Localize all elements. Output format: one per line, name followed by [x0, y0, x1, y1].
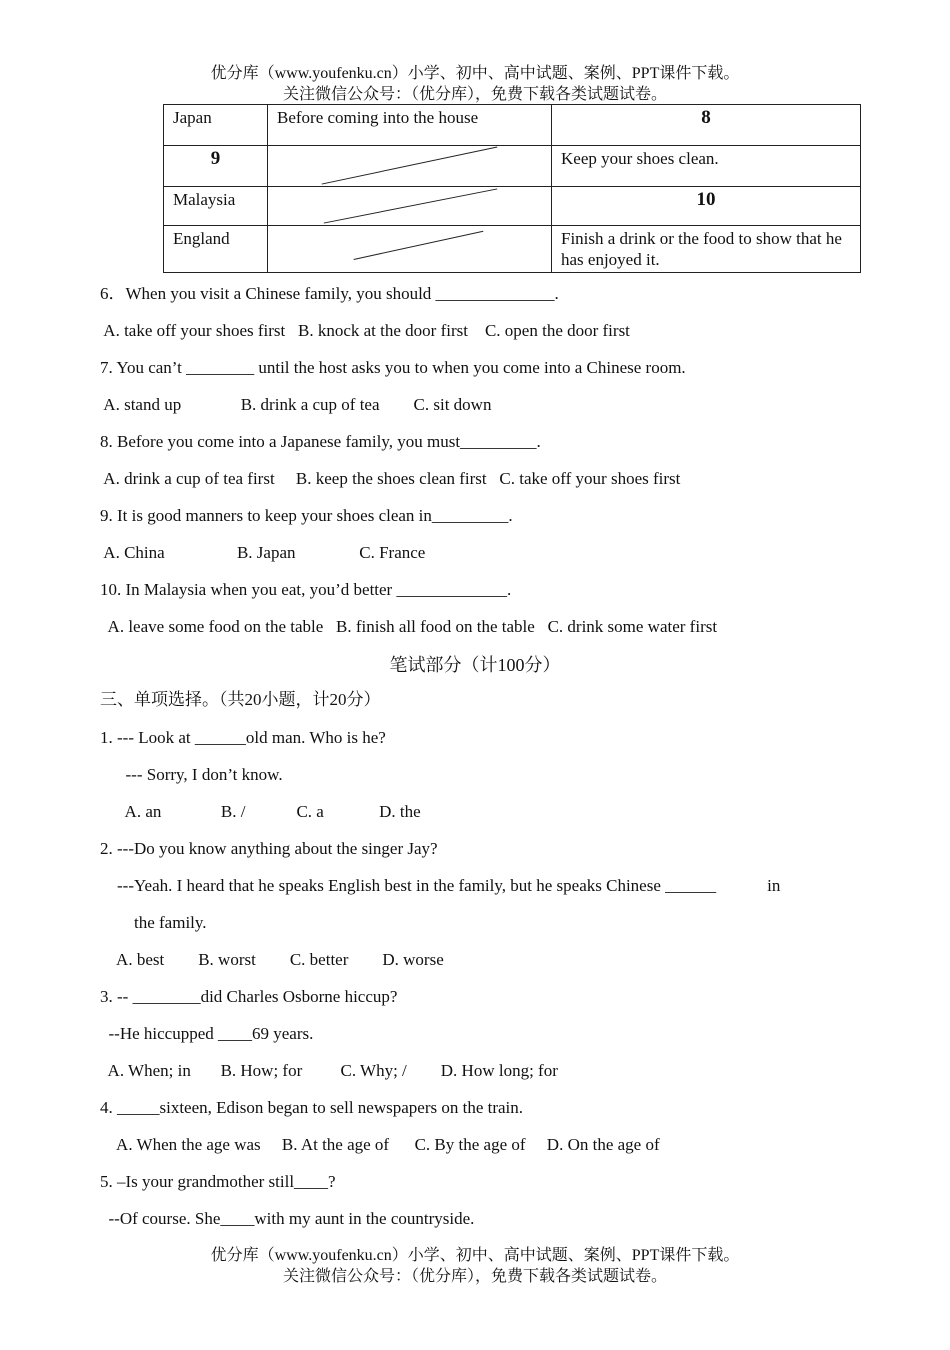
question-line: 3. -- ________did Charles Osborne hiccup?: [100, 987, 398, 1006]
blank-number: 10: [552, 187, 861, 226]
question-line: A. best B. worst C. better D. worse: [100, 950, 444, 969]
question-line: A. an B. / C. a D. the: [100, 802, 421, 821]
question-line: --Of course. She____with my aunt in the countryside.: [100, 1209, 475, 1228]
blank-number: 9: [164, 146, 268, 187]
table-cell: Japan: [164, 105, 268, 146]
diagonal-line: [268, 146, 551, 186]
diagonal-line: [268, 226, 551, 272]
question-text: 8. Before you come into a Japanese family, you must_________.: [100, 432, 541, 451]
footer-line-1: 优分库（www.youfenku.cn）小学、初中、高中试题、案例、PPT课件下载。: [210, 1247, 740, 1264]
table-cell: England: [164, 226, 268, 273]
options-text: A. take off your shoes first B. knock at the door first C. open the door first: [100, 321, 630, 340]
question-text: 6．When you visit a Chinese family, you should ______________.: [100, 284, 559, 303]
question-text: 9. It is good manners to keep your shoes clean in_________.: [100, 506, 513, 525]
section-title: 笔试部分（计100分）: [389, 655, 561, 675]
header-line-2: 关注微信公众号：（优分库），免费下载各类试题试卷。: [282, 86, 667, 103]
part-title: 三、单项选择。（共20小题，计20分）: [100, 690, 381, 709]
table-cell: Before coming into the house: [268, 105, 552, 146]
options-text: A. stand up B. drink a cup of tea C. sit down: [100, 395, 492, 414]
question-line: ---Yeah. I heard that he speaks English best in the family, but he speaks Chinese ______ in: [100, 876, 781, 895]
footer-line-2: 关注微信公众号：（优分库），免费下载各类试题试卷。: [282, 1268, 667, 1285]
question-line: 1. --- Look at ______old man. Who is he?: [100, 728, 386, 747]
crossed-cell: [268, 226, 552, 273]
question-line: the family.: [100, 913, 207, 932]
table-cell: Malaysia: [164, 187, 268, 226]
table-row: [164, 226, 861, 273]
question-line: A. When the age was B. At the age of C. By the age of D. On the age of: [100, 1135, 660, 1154]
header-line-1: 优分库（www.youfenku.cn）小学、初中、高中试题、案例、PPT课件下载。: [210, 65, 740, 82]
table-cell: Keep your shoes clean.: [552, 146, 861, 187]
diagonal-line: [268, 187, 551, 225]
question-text: 10. In Malaysia when you eat, you’d better _____________.: [100, 580, 512, 599]
matching-table: [163, 104, 861, 273]
table-row: [164, 187, 861, 226]
crossed-cell: [268, 146, 552, 187]
question-text: 7. You can’t ________ until the host asks you to when you come into a Chinese room.: [100, 358, 686, 377]
question-line: 4. _____sixteen, Edison began to sell newspapers on the train.: [100, 1098, 524, 1117]
options-text: A. leave some food on the table B. finish all food on the table C. drink some water first: [100, 617, 718, 636]
table-cell: Finish a drink or the food to show that he has enjoyed it.: [552, 226, 861, 273]
question-line: 2. ---Do you know anything about the singer Jay?: [100, 839, 438, 858]
question-line: A. When; in B. How; for C. Why; / D. How long; for: [100, 1061, 558, 1080]
table-row: [164, 146, 861, 187]
table-row: [164, 105, 861, 146]
options-text: A. China B. Japan C. France: [100, 543, 426, 562]
question-line: --- Sorry, I don’t know.: [100, 765, 283, 784]
options-text: A. drink a cup of tea first B. keep the shoes clean first C. take off your shoes first: [100, 469, 681, 488]
blank-number: 8: [552, 105, 861, 146]
question-line: --He hiccupped ____69 years.: [100, 1024, 314, 1043]
question-line: 5. –Is your grandmother still____?: [100, 1172, 336, 1191]
crossed-cell: [268, 187, 552, 226]
